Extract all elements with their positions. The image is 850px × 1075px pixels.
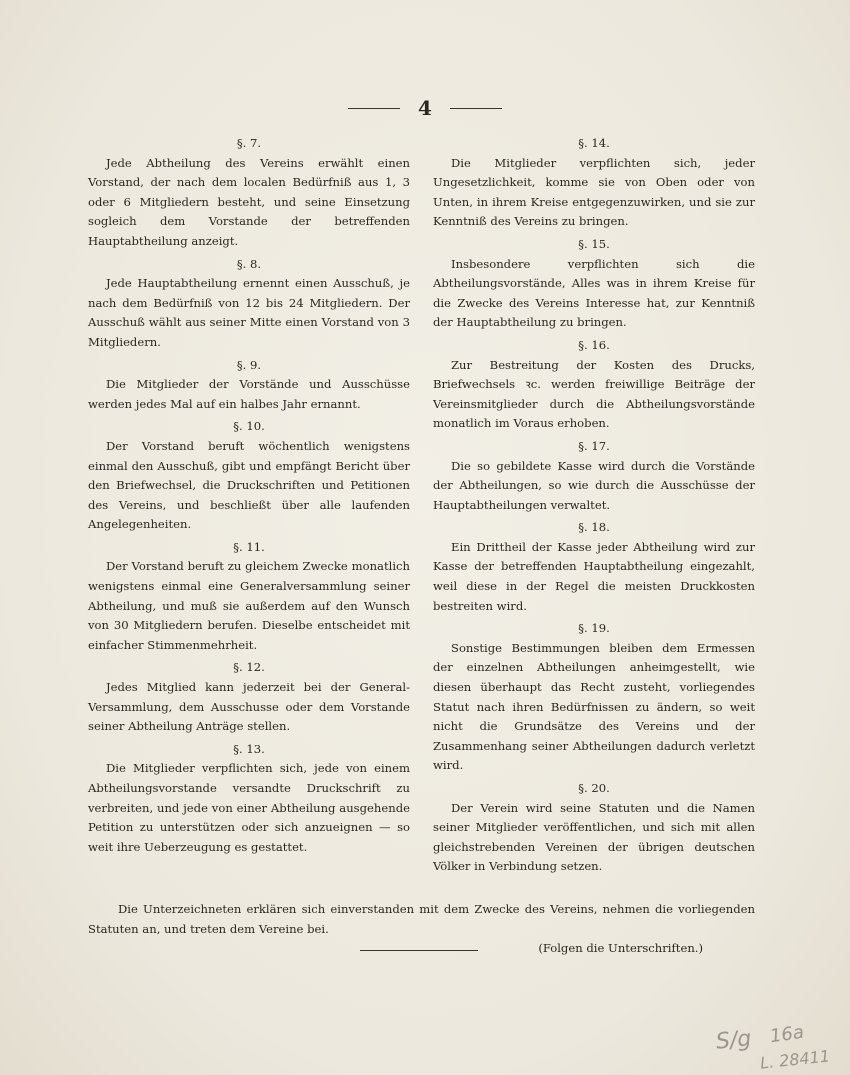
section: [88, 255, 410, 353]
section-title: §. 18.: [578, 520, 610, 535]
section: [433, 336, 755, 434]
section: [88, 134, 410, 252]
section-body: Insbesondere verpflichten sich die Abtheilungsvorstände, Alles was in ihrem Kreise für die Zwecke des Vereins Interesse hat, zur Kenntniß der Hauptabtheilung zu bringen.: [433, 256, 755, 330]
section-body: Jede Abtheilung des Vereins erwählt einen Vorstand, der nach dem localen Bedürfniß aus 1, 3 oder 6 Mitgliedern besteht, und seine Einsetzung sogleich dem Vorstande der betreffenden Hauptabtheilung anzeigt.: [88, 155, 410, 248]
section-body: Ein Drittheil der Kasse jeder Abtheilung wird zur Kasse der betreffenden Hauptabtheilung eingezahlt, weil diese in der Regel die meisten Druckkosten bestreiten wird.: [433, 539, 755, 613]
page-header: [0, 96, 850, 120]
section-title: §. 13.: [233, 741, 265, 756]
section: [88, 538, 410, 656]
section-title: §. 19.: [578, 621, 610, 636]
section: [433, 134, 755, 232]
end-rule: [360, 950, 478, 951]
section-title: §. 10.: [233, 419, 265, 434]
section-body: Die so gebildete Kasse wird durch die Vorstände der Abtheilungen, so wie durch die Ausschüsse der Hauptabtheilungen verwaltet.: [433, 458, 755, 512]
page-number: 4: [418, 96, 432, 120]
section: [88, 740, 410, 858]
section: [88, 417, 410, 535]
section-title: §. 7.: [236, 136, 262, 150]
section: [433, 437, 755, 515]
section-title: §. 15.: [578, 236, 610, 251]
section-body: Jedes Mitglied kann jederzeit bei der General-Versammlung, dem Ausschusse oder dem Vorstande seiner Abtheilung Anträge stellen.: [88, 680, 410, 734]
section-title: §. 11.: [233, 539, 265, 554]
section-body: Der Vorstand beruft zu gleichem Zwecke monatlich wenigstens einmal eine Generalversammlung seiner Abtheilung, und muß sie außerdem auf den Wunsch von 30 Mitgliedern berufen. Dieselbe entscheidet mit einfacher Stimmenmehrheit.: [88, 559, 410, 652]
header-rule-left: [348, 108, 400, 109]
left-column: [88, 134, 410, 860]
section-title: §. 8.: [236, 256, 262, 271]
section-title: §. 20.: [578, 781, 610, 795]
pencil-mark: 16a: [768, 1021, 806, 1048]
section-body: Jede Hauptabtheilung ernennt einen Ausschuß, je nach dem Bedürfniß von 12 bis 24 Mitgliedern. Der Ausschuß wählt aus seiner Mitte einen Vorstand von 3 Mitgliedern.: [88, 276, 410, 349]
section: [433, 518, 755, 616]
right-column: [433, 134, 755, 880]
section-title: §. 16.: [578, 337, 610, 352]
section: [433, 235, 755, 333]
pencil-mark: L. 28411: [759, 1046, 831, 1073]
section: [88, 658, 410, 736]
section-body: Sonstige Bestimmungen bleiben dem Ermessen der einzelnen Abtheilungen anheimgestellt, wie diesen überhaupt das Recht zusteht, vorliegendes Statut nach ihren Bedürfnissen zu ändern, so weit nicht die Grundsätze des Vereins und der Zusammenhang seiner Abtheilungen dadurch verletzt wird.: [433, 640, 755, 773]
signature-note: (Folgen die Unterschriften.): [538, 941, 703, 956]
pencil-mark: S/g: [714, 1026, 753, 1055]
section-body: Die Mitglieder verpflichten sich, jeder Ungesetzlichkeit, komme sie von Oben oder von Unten, in ihrem Kreise entgegenzuwirken, und sie zur Kenntniß des Vereins zu bringen.: [433, 155, 755, 229]
section: [88, 356, 410, 415]
section: [433, 619, 755, 776]
section: [433, 779, 755, 877]
section-body: Die Mitglieder der Vorstände und Ausschüsse werden jedes Mal auf ein halbes Jahr ernannt.: [88, 377, 410, 411]
section-body: Zur Bestreitung der Kosten des Drucks, Briefwechsels ꝛc. werden freiwillige Beiträge der Vereinsmitglieder durch die Abtheilungsvorstände monatlich im Voraus erhoben.: [433, 357, 755, 431]
section-body: Die Mitglieder verpflichten sich, jede von einem Abtheilungsvorstande versandte Druckschrift zu verbreiten, und jede von einer Abtheilung ausgehende Petition zu unterstützen oder sich anzueignen — so weit ihre Ueberzeugung es gestattet.: [88, 761, 410, 854]
section-title: §. 17.: [578, 438, 610, 453]
closing-text: Die Unterzeichneten erklären sich einverstanden mit dem Zwecke des Vereins, nehmen die vorliegenden Statuten an, und treten dem Vereine bei.: [88, 902, 755, 936]
section-body: Der Vorstand beruft wöchentlich wenigstens einmal den Ausschuß, gibt und empfängt Bericht über den Briefwechsel, die Druckschriften und Petitionen des Vereins, und beschließt über alle laufenden Angelegenheiten.: [88, 438, 410, 532]
header-rule-right: [450, 108, 502, 109]
section-title: §. 9.: [236, 357, 262, 372]
section-body: Der Verein wird seine Statuten und die Namen seiner Mitglieder veröffentlichen, und sich mit allen gleichstrebenden Vereinen der übrigen deutschen Völker in Verbindung setzen.: [433, 800, 755, 874]
section-title: §. 12.: [233, 660, 265, 675]
section-title: §. 14.: [578, 136, 610, 150]
